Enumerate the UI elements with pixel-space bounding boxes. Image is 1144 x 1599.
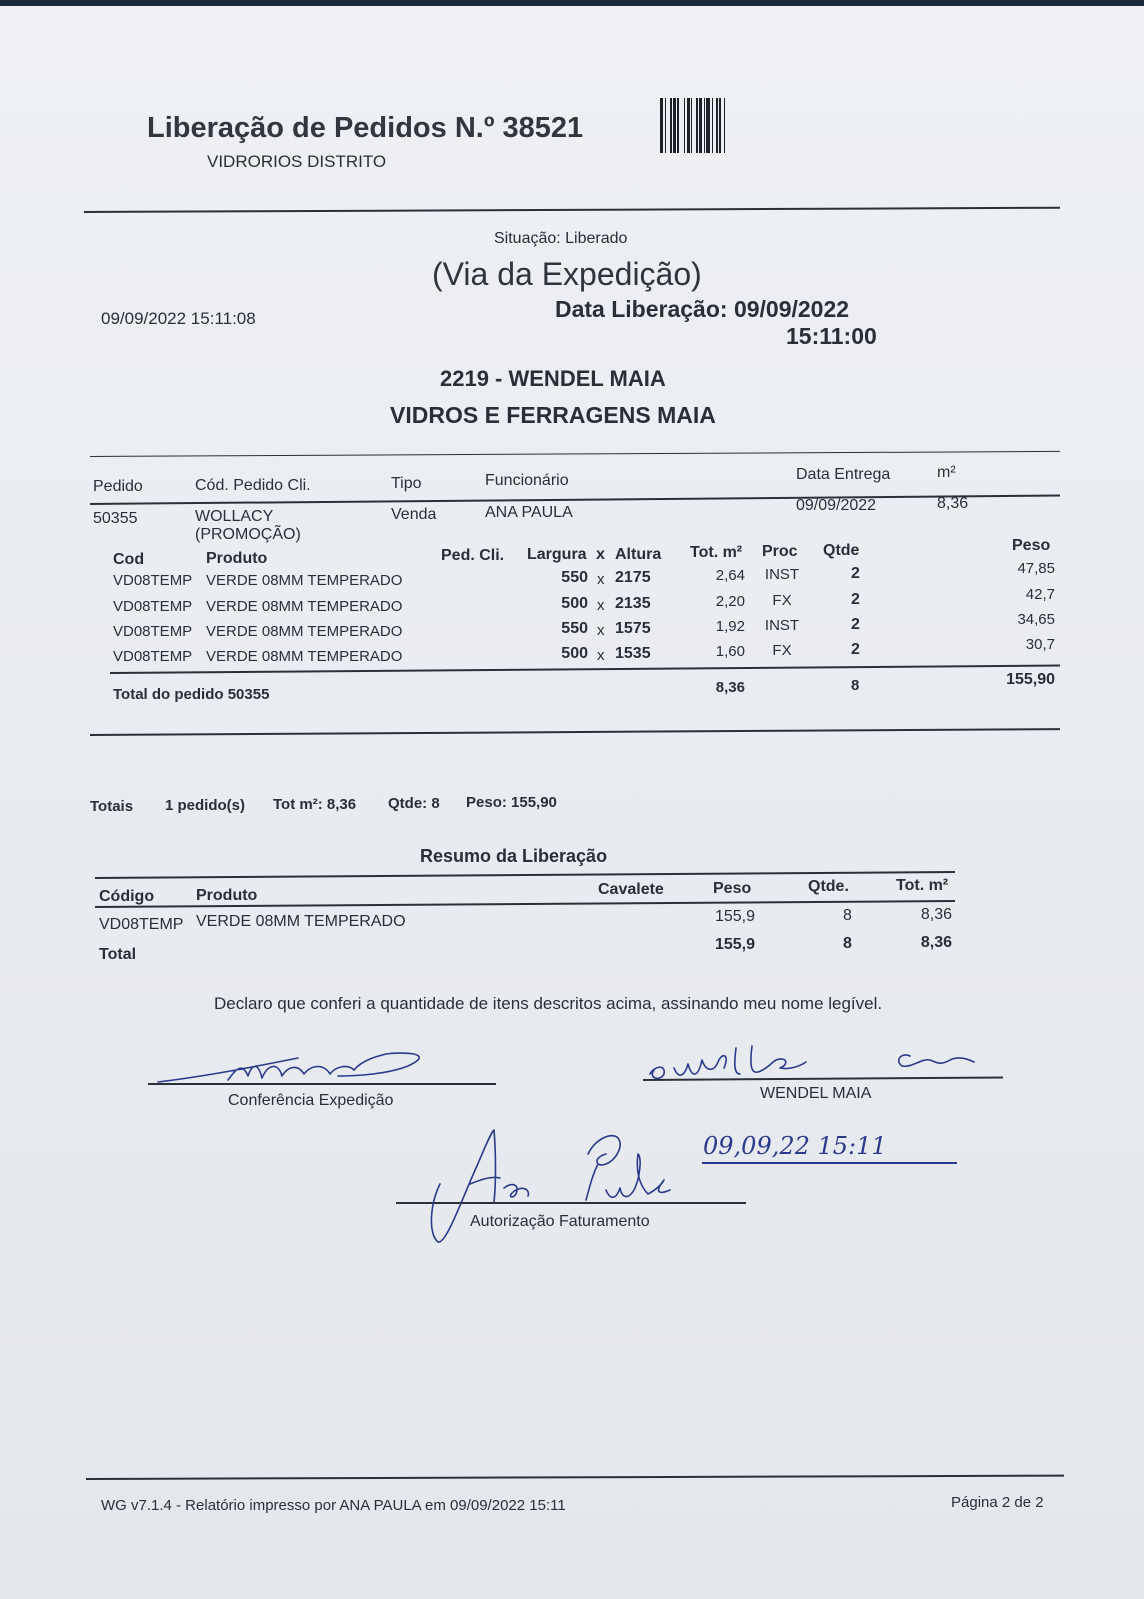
summary-qtde: 8 bbox=[843, 907, 852, 924]
item-produto: VERDE 08MM TEMPERADO bbox=[206, 623, 403, 640]
totals-pedidos: 1 pedido(s) bbox=[165, 797, 246, 814]
signature-conferencia bbox=[148, 1046, 448, 1091]
order-cod-pedido-cli-note: (PROMOÇÃO) bbox=[195, 526, 301, 543]
order-funcionario: ANA PAULA bbox=[485, 504, 573, 521]
item-peso: 47,85 bbox=[1017, 560, 1055, 577]
item-x: x bbox=[597, 597, 605, 614]
item-qtde: 2 bbox=[851, 591, 860, 608]
declaration-text: Declaro que conferi a quantidade de itens descritos acima, assinando meu nome legível. bbox=[214, 994, 883, 1013]
release-date: Data Liberação: 09/09/2022 bbox=[555, 296, 850, 322]
divider bbox=[90, 451, 1060, 457]
item-cod: VD08TEMP bbox=[113, 648, 193, 665]
item-peso: 42,7 bbox=[1025, 586, 1055, 603]
document-page bbox=[0, 6, 1144, 1599]
order-tipo: Venda bbox=[391, 506, 437, 523]
document-title: Liberação de Pedidos N.º 38521 bbox=[147, 112, 584, 144]
item-altura: 1575 bbox=[615, 620, 651, 637]
divider bbox=[90, 495, 1060, 505]
item-qtde: 2 bbox=[851, 616, 860, 633]
item-proc: FX bbox=[772, 592, 792, 609]
summary-header-tot-m2: Tot. m² bbox=[896, 877, 949, 894]
summary-header-codigo: Código bbox=[99, 888, 155, 905]
order-total-peso: 155,90 bbox=[1006, 671, 1055, 688]
order-total-m2: 8,36 bbox=[715, 679, 745, 696]
header-cod-pedido-cli: Cód. Pedido Cli. bbox=[195, 477, 311, 494]
item-altura: 2175 bbox=[615, 569, 651, 586]
order-total-label: Total do pedido 50355 bbox=[113, 686, 270, 703]
summary-peso: 155,9 bbox=[714, 908, 755, 925]
items-header-largura: Largura bbox=[527, 546, 587, 563]
items-header-peso: Peso bbox=[1012, 537, 1051, 554]
item-cod: VD08TEMP bbox=[113, 623, 193, 640]
items-header-tot-m2: Tot. m² bbox=[690, 544, 743, 561]
item-qtde: 2 bbox=[851, 565, 860, 582]
order-pedido: 50355 bbox=[93, 510, 138, 527]
summary-total-peso: 155,9 bbox=[714, 936, 755, 953]
signature-label-autorizacao: Autorização Faturamento bbox=[470, 1213, 650, 1230]
signature-label-client: WENDEL MAIA bbox=[760, 1085, 872, 1102]
header-data-entrega: Data Entrega bbox=[796, 466, 891, 483]
footer-printed-by: WG v7.1.4 - Relatório impresso por ANA PAULA em 09/09/2022 15:11 bbox=[101, 1497, 566, 1514]
totals-qtde: Qtde: 8 bbox=[388, 795, 440, 812]
client-company: VIDROS E FERRAGENS MAIA bbox=[390, 402, 716, 428]
handwritten-underline bbox=[702, 1162, 957, 1164]
item-tot-m2: 2,64 bbox=[715, 567, 745, 584]
item-proc: INST bbox=[764, 617, 800, 634]
header-tipo: Tipo bbox=[391, 475, 422, 492]
summary-title: Resumo da Liberação bbox=[420, 846, 608, 866]
client-name: 2219 - WENDEL MAIA bbox=[440, 366, 666, 391]
item-produto: VERDE 08MM TEMPERADO bbox=[206, 598, 403, 615]
order-data-entrega: 09/09/2022 bbox=[796, 497, 877, 514]
item-proc: INST bbox=[764, 566, 800, 583]
item-largura: 500 bbox=[561, 595, 588, 612]
items-header-ped-cli: Ped. Cli. bbox=[441, 547, 505, 564]
footer-divider bbox=[86, 1475, 1064, 1480]
items-header-cod: Cod bbox=[113, 551, 145, 568]
header-m2: m² bbox=[937, 464, 956, 481]
item-cod: VD08TEMP bbox=[113, 598, 193, 615]
item-cod: VD08TEMP bbox=[113, 572, 193, 589]
summary-header-qtde: Qtde. bbox=[808, 878, 849, 895]
item-altura: 2135 bbox=[615, 595, 651, 612]
summary-produto: VERDE 08MM TEMPERADO bbox=[196, 913, 406, 930]
items-header-x: x bbox=[596, 546, 605, 563]
signature-client bbox=[640, 1038, 1010, 1088]
items-header-produto: Produto bbox=[206, 550, 268, 567]
printed-datetime: 09/09/2022 15:11:08 bbox=[101, 309, 256, 328]
barcode bbox=[660, 98, 832, 153]
item-x: x bbox=[597, 647, 605, 664]
summary-codigo: VD08TEMP bbox=[99, 916, 184, 933]
items-header-qtde: Qtde bbox=[823, 542, 860, 559]
item-x: x bbox=[597, 571, 605, 588]
items-header-proc: Proc bbox=[762, 543, 798, 560]
item-qtde: 2 bbox=[851, 641, 860, 658]
item-x: x bbox=[597, 622, 605, 639]
handwritten-date: 09,09,22 15:11 bbox=[703, 1132, 887, 1160]
item-altura: 1535 bbox=[615, 645, 651, 662]
signature-autorizacao bbox=[420, 1124, 690, 1252]
item-largura: 550 bbox=[561, 620, 588, 637]
item-produto: VERDE 08MM TEMPERADO bbox=[206, 648, 403, 665]
divider bbox=[110, 665, 1060, 674]
totals-label: Totais bbox=[90, 798, 134, 815]
header-funcionario: Funcionário bbox=[485, 472, 569, 489]
item-produto: VERDE 08MM TEMPERADO bbox=[206, 572, 403, 589]
order-m2: 8,36 bbox=[937, 495, 969, 512]
summary-tot-m2: 8,36 bbox=[920, 906, 952, 923]
status-situacao: Situação: Liberado bbox=[494, 230, 628, 247]
summary-total-qtde: 8 bbox=[843, 935, 852, 952]
barcode-gap bbox=[725, 98, 727, 153]
header-pedido: Pedido bbox=[93, 478, 143, 495]
item-proc: FX bbox=[772, 642, 792, 659]
company-name: VIDRORIOS DISTRITO bbox=[207, 152, 387, 171]
release-time: 15:11:00 bbox=[786, 323, 877, 349]
item-tot-m2: 2,20 bbox=[715, 593, 745, 610]
item-largura: 550 bbox=[561, 569, 588, 586]
item-tot-m2: 1,92 bbox=[715, 618, 745, 635]
order-cod-pedido-cli: WOLLACY bbox=[195, 508, 274, 525]
item-peso: 34,65 bbox=[1017, 611, 1055, 628]
item-peso: 30,7 bbox=[1025, 636, 1055, 653]
divider bbox=[84, 207, 1060, 213]
order-total-qtde: 8 bbox=[851, 677, 860, 694]
signature-label-conferencia: Conferência Expedição bbox=[228, 1092, 394, 1109]
item-largura: 500 bbox=[561, 645, 588, 662]
divider bbox=[90, 728, 1060, 736]
summary-header-peso: Peso bbox=[713, 880, 752, 897]
summary-header-produto: Produto bbox=[196, 887, 258, 904]
totals-peso: Peso: 155,90 bbox=[466, 794, 557, 811]
summary-total-tot-m2: 8,36 bbox=[920, 934, 952, 951]
totals-m2: Tot m²: 8,36 bbox=[273, 796, 357, 813]
summary-total-label: Total bbox=[99, 946, 137, 963]
item-tot-m2: 1,60 bbox=[715, 643, 745, 660]
summary-header-cavalete: Cavalete bbox=[598, 881, 664, 898]
footer-page-number: Página 2 de 2 bbox=[951, 1494, 1044, 1511]
items-header-altura: Altura bbox=[615, 546, 662, 563]
copy-type: (Via da Expedição) bbox=[432, 256, 702, 292]
